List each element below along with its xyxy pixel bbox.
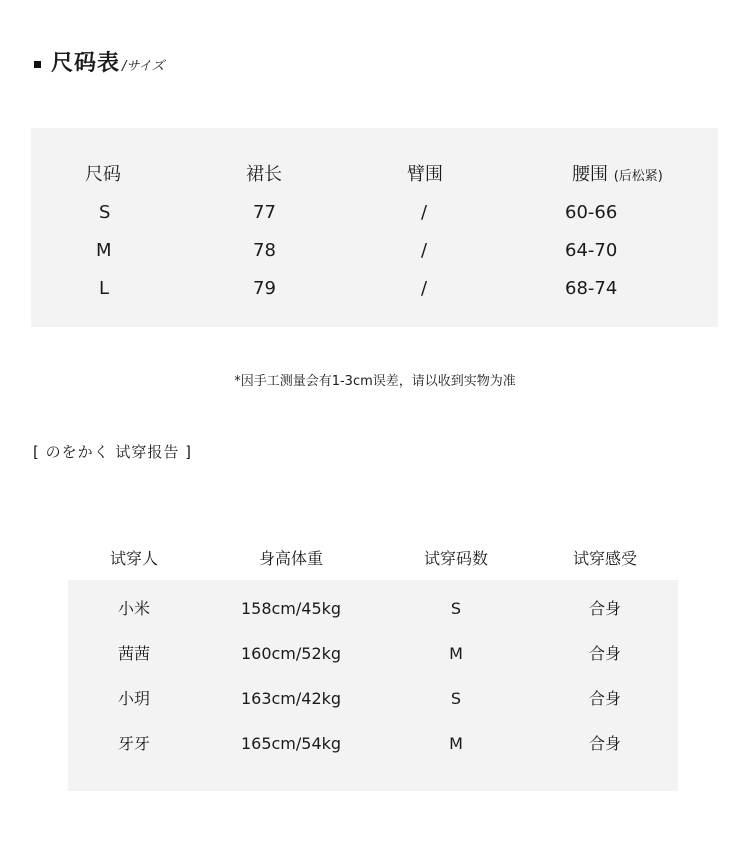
fit-header-body: 身高体重 [258, 549, 323, 568]
size-row-3-arm: / [421, 278, 428, 299]
size-row-2-length: 78 [253, 240, 276, 261]
arm-header: 臂围 [407, 164, 443, 185]
fit-header-size: 试穿码数 [423, 549, 488, 568]
fit-row-2-person: 茜茜 [117, 644, 150, 663]
length-header: 裙长 [246, 164, 282, 185]
size-row-3-waist: 68-74 [565, 278, 618, 299]
size-row-1-arm: / [421, 202, 428, 223]
size-row-1-waist: 60-66 [565, 202, 618, 223]
fit-row-1-feel: 合身 [588, 599, 621, 618]
fit-report-table [68, 580, 678, 791]
bullet-square-icon [34, 61, 41, 68]
fit-report-heading: [ のをかく 试穿报告 ] [33, 443, 193, 461]
fit-row-1-person: 小米 [117, 599, 150, 618]
size-row-1-length: 77 [253, 202, 276, 223]
section-title-main: 尺码表 [51, 50, 121, 76]
fit-row-3-size: S [450, 689, 462, 708]
fit-header-person: 试穿人 [109, 549, 158, 568]
size-header: 尺码 [85, 164, 121, 185]
section-title-sub: /サイズ [122, 58, 165, 74]
measurement-note: *因手工测量会有1-3cm误差，请以收到实物为准 [234, 374, 516, 389]
size-row-2-waist: 64-70 [565, 240, 618, 261]
fit-row-4-size: M [449, 734, 463, 753]
size-row-2-arm: / [421, 240, 428, 261]
fit-row-2-size: M [449, 644, 463, 663]
fit-row-4-person: 牙牙 [117, 734, 150, 753]
fit-row-1-body: 158cm/45kg [240, 599, 342, 618]
fit-row-3-feel: 合身 [588, 689, 621, 708]
fit-row-3-person: 小玥 [117, 689, 150, 708]
size-row-2-size: M [96, 240, 112, 261]
size-row-3-length: 79 [253, 278, 276, 299]
waist-header-label: 腰围 [572, 164, 608, 185]
fit-row-4-feel: 合身 [588, 734, 621, 753]
fit-row-2-feel: 合身 [588, 644, 621, 663]
size-row-3-size: L [99, 278, 110, 299]
waist-header [572, 164, 663, 188]
fit-row-4-body: 165cm/54kg [240, 734, 342, 753]
size-table [31, 128, 718, 327]
waist-header-note: (后松紧) [613, 169, 663, 184]
fit-row-3-body: 163cm/42kg [240, 689, 342, 708]
fit-header-feel: 试穿感受 [572, 549, 637, 568]
fit-row-1-size: S [450, 599, 462, 618]
fit-row-2-body: 160cm/52kg [240, 644, 342, 663]
section-title [34, 46, 164, 76]
size-row-1-size: S [99, 202, 111, 223]
